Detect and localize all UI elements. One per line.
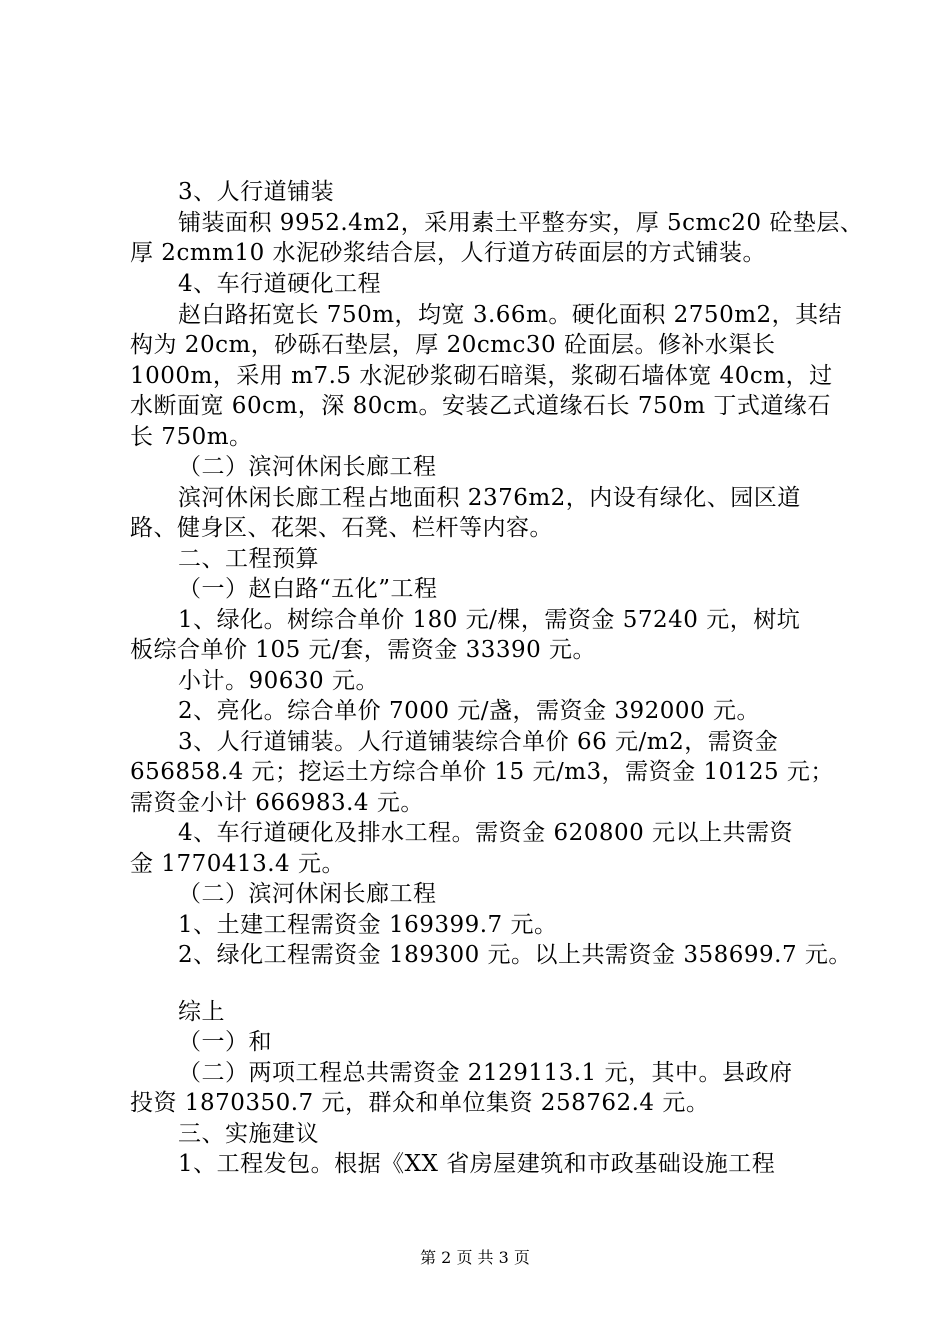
paragraph-line: 厚 2cmm10 水泥砂浆结合层，人行道方砖面层的方式铺装。 — [130, 240, 767, 266]
paragraph-line: 板综合单价 105 元/套，需资金 33390 元。 — [130, 637, 597, 663]
paragraph-line: 长 750m。 — [130, 424, 253, 450]
heading-sidewalk-paving: 3、人行道铺装 — [178, 179, 335, 205]
paragraph-line: 综上 — [178, 999, 225, 1025]
paragraph-line: 656858.4 元；挖运土方综合单价 15 元/m3，需资金 10125 元； — [130, 759, 834, 785]
paragraph-line: 小计。90630 元。 — [178, 668, 379, 694]
section-heading-recommendations: 三、实施建议 — [178, 1121, 319, 1147]
page-footer: 第 2 页 共 3 页 — [420, 1248, 530, 1267]
paragraph-line: 铺装面积 9952.4m2，采用素土平整夯实，厚 5cmc20 砼垫层、 — [178, 210, 864, 236]
paragraph-line: 1、绿化。树综合单价 180 元/棵，需资金 57240 元，树坑 — [178, 607, 801, 633]
paragraph-line: 滨河休闲长廊工程占地面积 2376m2，内设有绿化、园区道 — [178, 485, 801, 511]
paragraph-line: 构为 20cm，砂砾石垫层，厚 20cmc30 砼面层。修补水渠长 — [130, 332, 776, 358]
paragraph-line: 需资金小计 666983.4 元。 — [130, 790, 424, 816]
paragraph-line: 金 1770413.4 元。 — [130, 851, 345, 877]
paragraph-line: 1、工程发包。根据《XX 省房屋建筑和市政基础设施工程 — [178, 1151, 776, 1177]
paragraph-line: 4、车行道硬化及排水工程。需资金 620800 元以上共需资 — [178, 820, 794, 846]
paragraph-line: 2、绿化工程需资金 189300 元。以上共需资金 358699.7 元。 — [178, 942, 852, 968]
paragraph-line: 投资 1870350.7 元，群众和单位集资 258762.4 元。 — [130, 1090, 710, 1116]
paragraph-line: 2、亮化。综合单价 7000 元/盏，需资金 392000 元。 — [178, 698, 760, 724]
paragraph-line: 3、人行道铺装。人行道铺装综合单价 66 元/m2，需资金 — [178, 729, 779, 755]
paragraph-line: （二）两项工程总共需资金 2129113.1 元，其中。县政府 — [178, 1060, 793, 1086]
subheading-riverside-corridor: （二）滨河休闲长廊工程 — [178, 881, 437, 907]
section-heading-budget: 二、工程预算 — [178, 546, 319, 572]
paragraph-line: 1000m，采用 m7.5 水泥砂浆砌石暗渠，浆砌石墙体宽 40cm，过 — [130, 363, 833, 389]
heading-roadway-hardening: 4、车行道硬化工程 — [178, 271, 382, 297]
paragraph-line: 路、健身区、花架、石凳、栏杆等内容。 — [130, 515, 553, 541]
paragraph-line: 1、土建工程需资金 169399.7 元。 — [178, 912, 558, 938]
paragraph-line: （一）和 — [178, 1029, 272, 1055]
paragraph-line: 赵白路拓宽长 750m，均宽 3.66m。硬化面积 2750m2，其结 — [178, 302, 843, 328]
paragraph-line: 水断面宽 60cm，深 80cm。安装乙式道缘石长 750m 丁式道缘石 — [130, 393, 831, 419]
subheading-road-project: （一）赵白路“五化”工程 — [178, 576, 438, 602]
heading-riverside-corridor: （二）滨河休闲长廊工程 — [178, 454, 437, 480]
